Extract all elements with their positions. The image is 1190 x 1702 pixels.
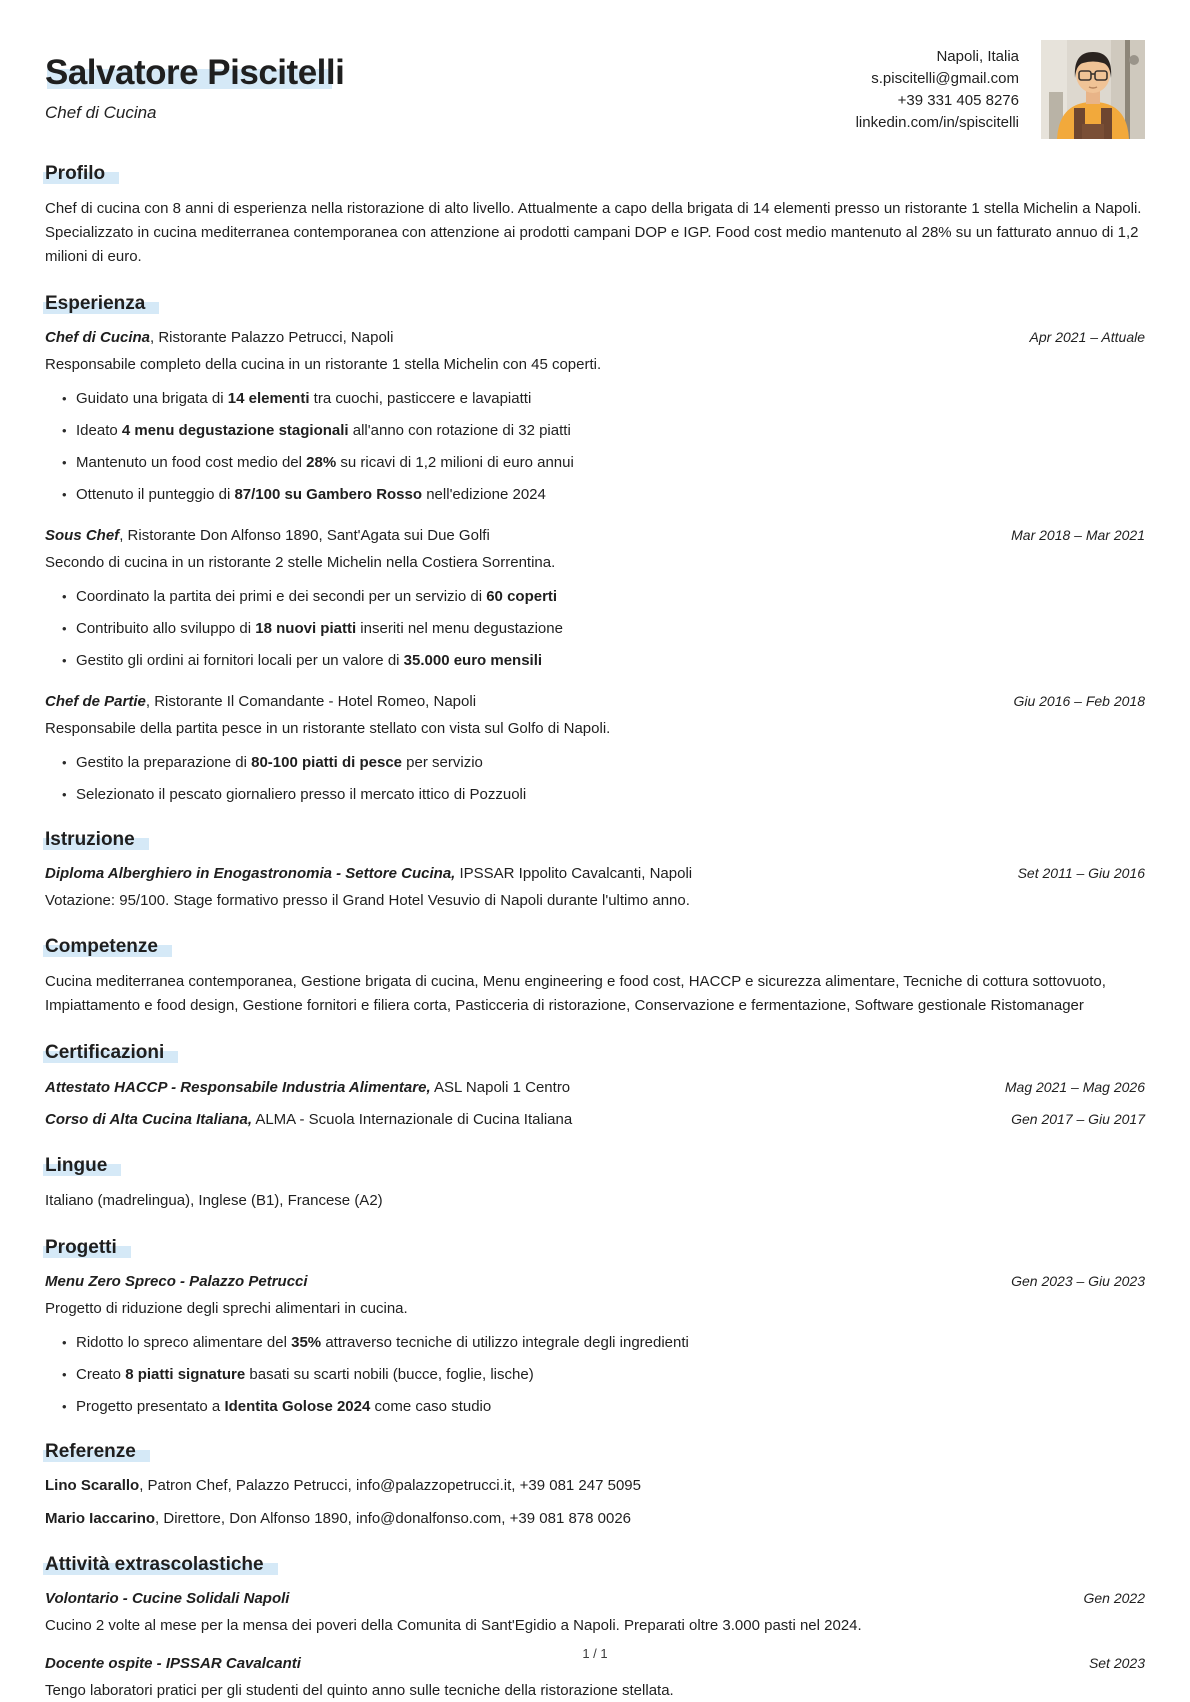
candidate-name: Salvatore Piscitelli — [45, 53, 345, 92]
activity-date: Gen 2022 — [1083, 1590, 1145, 1606]
section-progetti — [45, 1237, 1145, 1417]
bullet-item: • Selezionato il pescato giornaliero presso il mercato ittico di Pozzuoli — [62, 784, 1145, 805]
job-bullets — [45, 752, 1145, 805]
contact-linkedin: linkedin.com/in/spiscitelli — [855, 114, 1019, 131]
project-bullets — [45, 1332, 1145, 1417]
job-title-line: Sous Chef, Ristorante Don Alfonso 1890, Sant'Agata sui Due Golfi — [45, 527, 490, 544]
section-heading-istruzione: Istruzione — [45, 829, 135, 850]
job-desc: Responsabile completo della cucina in un ristorante 1 stella Michelin con 45 coperti. — [45, 356, 602, 373]
competenze-text: Cucina mediterranea contemporanea, Gestione brigata di cucina, Menu engineering e food cost, HACCP e sicurezza alimentare, Tecniche di cottura sottovuoto, Impiattamento e food design, Gestione fornitori e filiera corta, Pasticceria di ristorazione, Conservazione e fermentazione, Software gestionale Ristomanager — [45, 973, 1106, 1014]
certification-row — [45, 1076, 1145, 1099]
education-header — [45, 863, 1145, 885]
activity-title-line: Volontario - Cucine Solidali Napoli — [45, 1590, 290, 1607]
certification-date: Mag 2021 – Mag 2026 — [1004, 1079, 1145, 1095]
section-heading-certificazioni: Certificazioni — [45, 1042, 165, 1063]
certification-date: Gen 2017 – Giu 2017 — [1011, 1111, 1145, 1127]
education-entry — [45, 863, 1145, 912]
contact-location: Napoli, Italia — [936, 48, 1019, 65]
section-profilo — [45, 163, 1145, 269]
section-heading-esperienza: Esperienza — [45, 293, 146, 314]
section-heading-profilo: Profilo — [45, 163, 106, 184]
header — [45, 40, 1145, 139]
activity-desc: Cucino 2 volte al mese per la mensa dei poveri della Comunita di Sant'Egidio a Napoli. Preparati oltre 3.000 pasti nel 2024. — [45, 1617, 862, 1634]
education-date: Set 2011 – Giu 2016 — [1017, 865, 1145, 881]
job-desc: Secondo di cucina in un ristorante 2 stelle Michelin nella Costiera Sorrentina. — [45, 554, 556, 571]
job-date: Mar 2018 – Mar 2021 — [1011, 527, 1145, 543]
job-bullets — [45, 586, 1145, 671]
certification-title-line: Corso di Alta Cucina Italiana, ALMA - Scuola Internazionale di Cucina Italiana — [45, 1111, 573, 1128]
job-desc: Responsabile della partita pesce in un ristorante stellato con vista sul Golfo di Napoli. — [45, 720, 611, 737]
job-date: Apr 2021 – Attuale — [1029, 329, 1145, 345]
candidate-job-title: Chef di Cucina — [45, 102, 157, 122]
bullet-item: • Ideato 4 menu degustazione stagionali all'anno con rotazione di 32 piatti — [62, 420, 1145, 441]
section-istruzione — [45, 829, 1145, 912]
bullet-item: • Creato 8 piatti signature basati su scarti nobili (bucce, foglie, lische) — [62, 1364, 1145, 1385]
portrait-illustration — [1041, 40, 1145, 139]
bullet-item: • Progetto presentato a Identita Golose 2024 come caso studio — [62, 1396, 1145, 1417]
project-desc: Progetto di riduzione degli sprechi alimentari in cucina. — [45, 1300, 408, 1317]
project-title-line: Menu Zero Spreco - Palazzo Petrucci — [45, 1273, 308, 1290]
profilo-text: Chef di cucina con 8 anni di esperienza nella ristorazione di alto livello. Attualmente a capo della brigata di 14 elementi presso un ristorante 1 stella Michelin a Napoli. Specializzato in cucina mediterranea contemporanea con attenzione ai prodotti campani DOP e IGP. Food cost medio mantenuto al 28% su un fatturato annuo di 1,2 milioni di euro. — [45, 200, 1142, 265]
project-header — [45, 1271, 1145, 1293]
profile-photo — [1041, 40, 1145, 139]
job-entry — [45, 525, 1145, 671]
section-heading-progetti: Progetti — [45, 1237, 117, 1258]
reference-line: Lino Scarallo, Patron Chef, Palazzo Petrucci, info@palazzopetrucci.it, +39 081 247 5095 — [45, 1477, 641, 1494]
section-heading-competenze: Competenze — [45, 936, 158, 957]
job-title-line: Chef de Partie, Ristorante Il Comandante - Hotel Romeo, Napoli — [45, 693, 477, 710]
job-entry — [45, 327, 1145, 505]
project-entry — [45, 1271, 1145, 1417]
section-heading-lingue: Lingue — [45, 1155, 108, 1176]
education-title-line: Diploma Alberghiero in Enogastronomia - Settore Cucina, IPSSAR Ippolito Cavalcanti, Napoli — [45, 865, 693, 882]
job-header — [45, 525, 1145, 547]
project-date: Gen 2023 – Giu 2023 — [1011, 1273, 1145, 1289]
bullet-item: • Gestito gli ordini ai fornitori locali per un valore di 35.000 euro mensili — [62, 650, 1145, 671]
bullet-item: • Gestito la preparazione di 80-100 piatti di pesce per servizio — [62, 752, 1145, 773]
contact-block — [856, 40, 1019, 134]
certification-title-line: Attestato HACCP - Responsabile Industria Alimentare, ASL Napoli 1 Centro — [45, 1079, 571, 1096]
section-heading-referenze: Referenze — [45, 1441, 136, 1462]
reference-line: Mario Iaccarino, Direttore, Don Alfonso 1890, info@donalfonso.com, +39 081 878 0026 — [45, 1510, 632, 1527]
lingue-text: Italiano (madrelingua), Inglese (B1), Francese (A2) — [45, 1192, 383, 1209]
contact-phone: +39 331 405 8276 — [897, 92, 1019, 109]
section-attivita — [45, 1554, 1145, 1702]
job-bullets — [45, 388, 1145, 505]
section-certificazioni — [45, 1042, 1145, 1131]
job-title-line: Chef di Cucina, Ristorante Palazzo Petrucci, Napoli — [45, 329, 394, 346]
job-header — [45, 691, 1145, 713]
activity-desc: Tengo laboratori pratici per gli studenti del quinto anno sulle tecniche della ristorazione stellata. — [45, 1682, 674, 1699]
section-competenze — [45, 936, 1145, 1018]
page-number: 1 / 1 — [582, 1646, 608, 1661]
section-heading-attivita: Attività extrascolastiche — [45, 1554, 264, 1575]
bullet-item: • Ridotto lo spreco alimentare del 35% attraverso tecniche di utilizzo integrale degli ingredienti — [62, 1332, 1145, 1353]
contact-email: s.piscitelli@gmail.com — [871, 70, 1019, 87]
certification-row — [45, 1108, 1145, 1131]
bullet-item: • Contribuito allo sviluppo di 18 nuovi piatti inseriti nel menu degustazione — [62, 618, 1145, 639]
bullet-item: • Guidato una brigata di 14 elementi tra cuochi, pasticcere e lavapiatti — [62, 388, 1145, 409]
job-entry — [45, 691, 1145, 805]
header-identity — [45, 40, 856, 123]
section-esperienza — [45, 293, 1145, 805]
activity-date: Set 2023 — [1088, 1655, 1145, 1671]
activity-title-line: Docente ospite - IPSSAR Cavalcanti — [45, 1655, 301, 1672]
activity-entry — [45, 1588, 1145, 1637]
education-desc: Votazione: 95/100. Stage formativo presso il Grand Hotel Vesuvio di Napoli durante l'ultimo anno. — [45, 892, 690, 909]
bullet-item: • Ottenuto il punteggio di 87/100 su Gambero Rosso nell'edizione 2024 — [62, 484, 1145, 505]
job-header — [45, 327, 1145, 349]
section-referenze — [45, 1441, 1145, 1530]
job-date: Giu 2016 – Feb 2018 — [1013, 693, 1145, 709]
activity-header — [45, 1588, 1145, 1610]
page-title — [45, 54, 856, 93]
bullet-item: • Coordinato la partita dei primi e dei secondi per un servizio di 60 coperti — [62, 586, 1145, 607]
name-highlight — [45, 54, 344, 93]
section-lingue — [45, 1155, 1145, 1213]
bullet-item: • Mantenuto un food cost medio del 28% su ricavi di 1,2 milioni di euro annui — [62, 452, 1145, 473]
